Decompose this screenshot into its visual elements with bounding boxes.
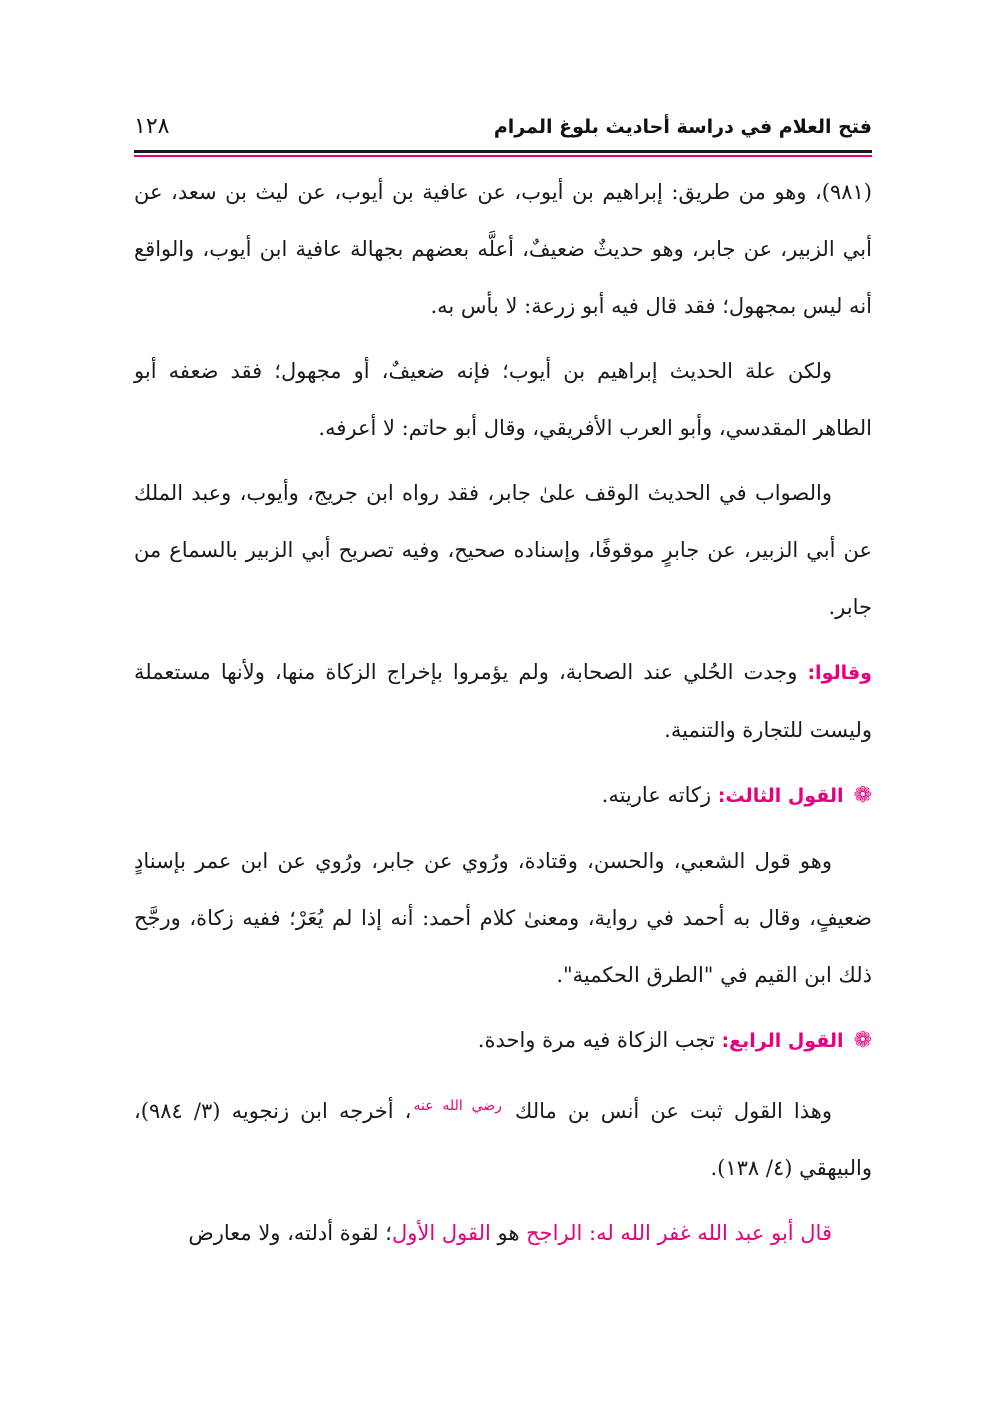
fourth-label: القول الرابع: — [721, 1030, 844, 1052]
fourth-body-text: وهذا القول ثبت عن أنس بن مالك — [503, 1099, 832, 1123]
section-fourth-heading — [134, 1012, 872, 1070]
fourth-body — [134, 1078, 872, 1197]
page-header — [134, 112, 872, 148]
header-rule-dark — [134, 150, 872, 153]
third-body-end: . — [556, 963, 563, 987]
fourth-text: تجب الزكاة فيه مرة واحدة. — [477, 1028, 722, 1052]
conclusion-paragraph — [134, 1205, 872, 1262]
header-rule-accent — [134, 155, 872, 157]
author-statement: قال أبو عبد الله غفر الله له: — [589, 1221, 832, 1245]
book-title: فتح العلام في دراسة أحاديث بلوغ المرام — [493, 116, 872, 138]
fourth-body-end: ، أخرجه ابن زنجويه (٣/ ٩٨٤)، والبيهقي (٤/ ١٣٨). — [134, 1099, 872, 1180]
book-reference: "الطرق الحكمية" — [563, 963, 714, 987]
paragraph-3: والصواب في الحديث الوقف علىٰ جابر، فقد رواه ابن جريج، وأيوب، وعبد الملك عن أبي الزبير، عن جابرٍ موقوفًا، وإسناده صحيح، وفيه تصريح أبي الزبير بالسماع من جابر. — [134, 481, 872, 619]
preferred-label: الراجح — [526, 1221, 583, 1245]
conclusion-rest: ؛ لقوة أدلته، ولا معارض — [188, 1221, 392, 1245]
third-body-text: وهو قول الشعبي، والحسن، وقتادة، ورُوي عن جابر، ورُوي عن ابن عمر بإسنادٍ ضعيفٍ، وقال به أحمد في رواية، ومعنىٰ كلام أحمد: أنه إذا لم يُعَرْ؛ ففيه زكاة، ورجَّح ذلك ابن القيم في — [134, 849, 872, 987]
section-third-heading — [134, 767, 872, 825]
chosen-opinion: القول الأول — [391, 1221, 491, 1245]
paragraph-1: (٩٨١)، وهو من طريق: إبراهيم بن أيوب، عن عافية بن أيوب، عن ليث بن سعد، عن أبي الزبير، عن جابر، وهو حديثٌ ضعيفٌ، أعلَّه بعضهم بجهالة عافية ابن أيوب، والواقع أنه ليس بمجهول؛ فقد قال فيه أبو زرعة: لا بأس به. — [134, 180, 872, 318]
qalu-text: وجدت الحُلي عند الصحابة، ولم يؤمروا بإخراج الزكاة منها، ولأنها مستعملة وليست للتجارة والتنمية. — [134, 660, 872, 742]
conclusion-mid: هو — [490, 1221, 527, 1245]
third-body — [134, 833, 872, 1004]
qalu-label: وقالوا: — [807, 662, 872, 684]
flower-icon: ❁ — [853, 783, 872, 808]
third-text: زكاته عاريته. — [601, 783, 718, 807]
spacer — [582, 1221, 589, 1245]
flower-icon: ❁ — [853, 1028, 872, 1053]
honorific: رضي الله عنه — [413, 1098, 502, 1114]
paragraph-2: ولكن علة الحديث إبراهيم بن أيوب؛ فإنه ضعيفٌ، أو مجهول؛ فقد ضعفه أبو الطاهر المقدسي، وأبو العرب الأفريقي، وقال أبو حاتم: لا أعرفه. — [134, 359, 872, 440]
qalu-paragraph — [134, 644, 872, 759]
page-body — [134, 164, 872, 1270]
page-number: ١٢٨ — [134, 114, 170, 139]
third-label: القول الثالث: — [717, 785, 844, 807]
